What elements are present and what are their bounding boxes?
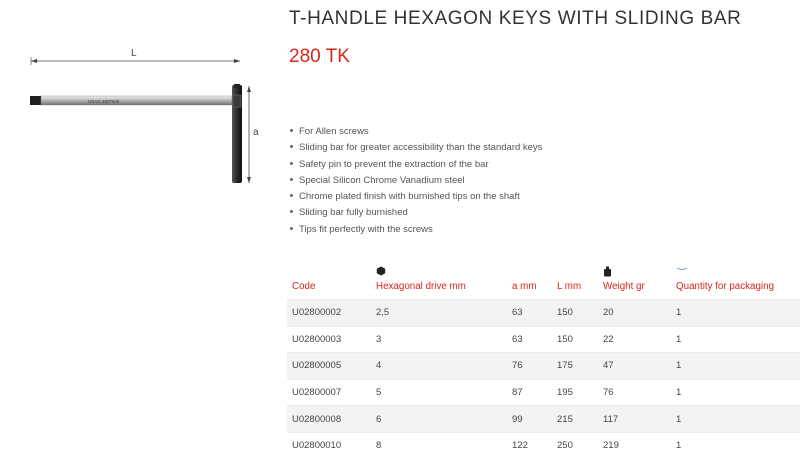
table-row [287, 326, 800, 353]
col-header-weight: Weight gr [598, 258, 671, 300]
cell-hex: 2,5 [371, 300, 507, 327]
table-row [287, 379, 800, 406]
cell-hex: 3 [371, 326, 507, 353]
cell-a: 76 [507, 353, 552, 380]
table-row [287, 406, 800, 433]
cell-a: 87 [507, 379, 552, 406]
feature-item: Safety pin to prevent the extraction of the bar [290, 157, 542, 173]
cell-a: 99 [507, 406, 552, 433]
cell-hex: 4 [371, 353, 507, 380]
cell-qty: 1 [671, 379, 800, 406]
height-label: a [253, 127, 259, 138]
spec-table [287, 258, 800, 459]
feature-item: Special Silicon Chrome Vanadium steel [290, 173, 542, 189]
col-header-packaging: Quantity for packaging [671, 258, 800, 300]
col-header-a: a mm [512, 281, 537, 292]
height-dimension [247, 86, 251, 183]
shaft [41, 96, 232, 105]
cell-code: U02800005 [287, 353, 371, 380]
table-row [287, 300, 800, 327]
cell-qty: 1 [671, 406, 800, 433]
cell-weight: 22 [598, 326, 671, 353]
feature-item: Sliding bar for greater accessibility than the standard keys [290, 140, 542, 156]
cell-l: 150 [552, 300, 598, 327]
col-header-code: Code [292, 281, 316, 292]
feature-item: Chrome plated finish with burnished tips on the shaft [290, 189, 542, 205]
cell-weight: 219 [598, 432, 671, 458]
cell-code: U02800002 [287, 300, 371, 327]
feature-item: Sliding bar fully burnished [290, 205, 542, 221]
weight-icon [603, 266, 612, 277]
cell-code: U02800010 [287, 432, 371, 458]
feature-list [290, 124, 542, 238]
cell-a: 122 [507, 432, 552, 458]
cell-l: 195 [552, 379, 598, 406]
product-code: 280 TK [289, 46, 350, 67]
feature-item: Tips fit perfectly with the screws [290, 222, 542, 238]
cell-qty: 1 [671, 353, 800, 380]
length-label: L [131, 48, 137, 59]
packaging-icon [676, 266, 688, 272]
shaft-marking: USAG 280TK/8 [88, 99, 120, 104]
cell-weight: 20 [598, 300, 671, 327]
cell-weight: 76 [598, 379, 671, 406]
table-header-row [287, 258, 800, 300]
cell-code: U02800008 [287, 406, 371, 433]
cell-l: 250 [552, 432, 598, 458]
product-title: T-HANDLE HEXAGON KEYS WITH SLIDING BAR [289, 8, 742, 29]
cell-qty: 1 [671, 300, 800, 327]
cell-qty: 1 [671, 432, 800, 458]
hexagon-icon [376, 266, 386, 276]
cell-hex: 6 [371, 406, 507, 433]
cell-hex: 5 [371, 379, 507, 406]
col-header-l: L mm [557, 281, 582, 292]
cell-code: U02800003 [287, 326, 371, 353]
cell-a: 63 [507, 300, 552, 327]
table-row [287, 353, 800, 380]
cell-l: 215 [552, 406, 598, 433]
cell-weight: 47 [598, 353, 671, 380]
cell-weight: 117 [598, 406, 671, 433]
cell-hex: 8 [371, 432, 507, 458]
cell-code: U02800007 [287, 379, 371, 406]
cell-a: 63 [507, 326, 552, 353]
col-header-hex: Hexagonal drive mm [371, 258, 507, 300]
table-row [287, 432, 800, 458]
cell-qty: 1 [671, 326, 800, 353]
cell-l: 175 [552, 353, 598, 380]
feature-item: For Allen screws [290, 124, 542, 140]
tool-drawing [0, 40, 290, 190]
cell-l: 150 [552, 326, 598, 353]
hex-tip [30, 96, 41, 105]
